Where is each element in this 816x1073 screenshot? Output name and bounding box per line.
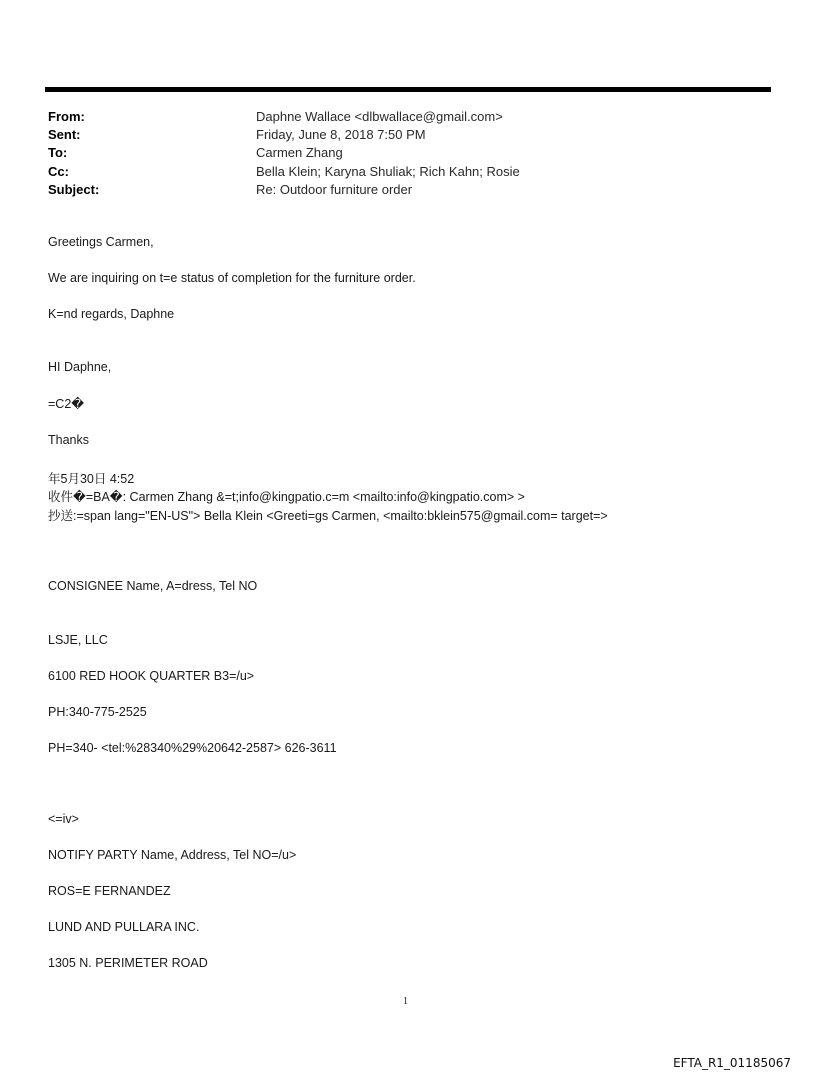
div-fragment-line: <=iv>	[48, 812, 79, 826]
inquiry-line: We are inquiring on t=e status of completion for the furniture order.	[48, 271, 416, 285]
consignee-phone-2: PH=340- <tel:%28340%29%20642-2587> 626-3611	[48, 741, 337, 755]
notify-party-address: 1305 N. PERIMETER ROAD	[48, 956, 208, 970]
document-id: EFTA_R1_01185067	[673, 1056, 791, 1070]
to-value: Carmen Zhang	[256, 145, 343, 161]
to-row	[48, 144, 748, 162]
sent-label: Sent:	[48, 127, 81, 143]
from-row	[48, 108, 748, 126]
quoted-recipient-line: 收件�=BA�: Carmen Zhang &=t;info@kingpatio.c=m <mailto:info@kingpatio.com> >	[48, 490, 525, 504]
consignee-heading: CONSIGNEE Name, A=dress, Tel NO	[48, 579, 258, 593]
consignee-address: 6100 RED HOOK QUARTER B3=/u>	[48, 669, 255, 683]
page-number: 1	[403, 996, 408, 1007]
encoded-line: =C2�	[48, 397, 85, 411]
consignee-name: LSJE, LLC	[48, 633, 108, 647]
email-header	[48, 108, 748, 199]
notify-party-company: LUND AND PULLARA INC.	[48, 920, 200, 934]
greeting-line: Greetings Carmen,	[48, 235, 154, 249]
regards-line: K=nd regards, Daphne	[48, 307, 175, 321]
subject-row	[48, 181, 748, 199]
sent-row	[48, 126, 748, 144]
cc-label: Cc:	[48, 163, 69, 179]
subject-value: Re: Outdoor furniture order	[256, 181, 413, 197]
quoted-date-line: 年5月30日 4:52	[48, 472, 135, 486]
header-rule	[45, 87, 771, 92]
from-label: From:	[48, 109, 85, 124]
to-label: To:	[48, 145, 68, 161]
sent-value: Friday, June 8, 2018 7:50 PM	[256, 127, 426, 143]
notify-party-name: ROS=E FERNANDEZ	[48, 884, 171, 898]
notify-party-heading: NOTIFY PARTY Name, Address, Tel NO=/u>	[48, 848, 297, 862]
subject-label: Subject:	[48, 181, 100, 197]
consignee-phone-1: PH:340-775-2525	[48, 705, 147, 719]
reply-greeting-line: HI Daphne,	[48, 360, 112, 374]
cc-value: Bella Klein; Karyna Shuliak; Rich Kahn; Rosie	[256, 163, 520, 179]
thanks-line: Thanks	[48, 433, 89, 447]
cc-row	[48, 163, 748, 181]
quoted-cc-line: 抄送:=span lang="EN-US"> Bella Klein <Greeti=gs Carmen, <mailto:bklein575@gmail.com= target=>	[48, 509, 608, 523]
from-value: Daphne Wallace <dlbwallace@gmail.com>	[256, 109, 503, 124]
